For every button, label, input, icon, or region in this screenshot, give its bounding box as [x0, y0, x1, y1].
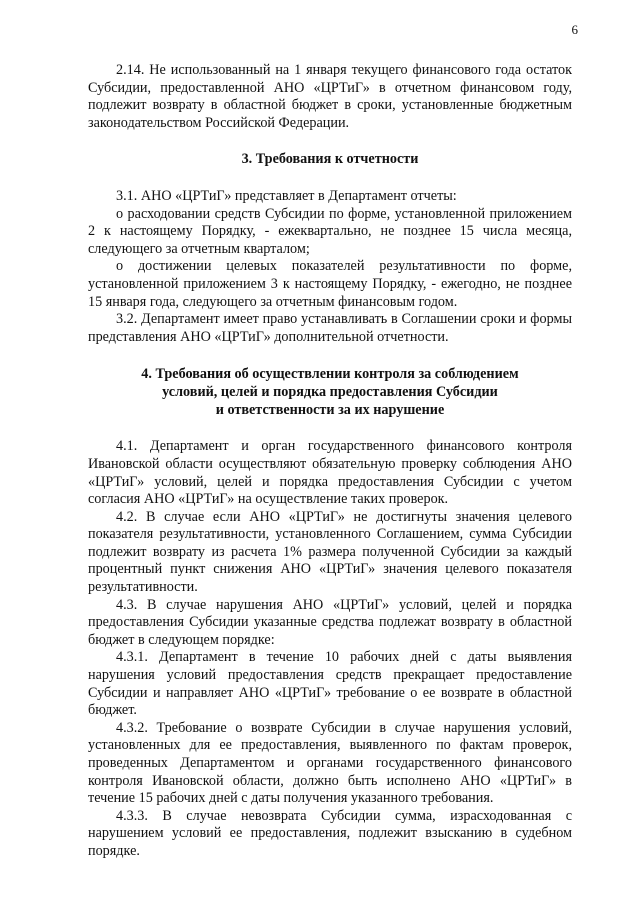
section-4-heading-line-2: условий, целей и порядка предоставления Субсидии — [162, 384, 498, 401]
paragraph-4-3-2: 4.3.2. Требование о возврате Субсидии в случае нарушения условий, установленных для ее предоставления, выявленного по фактам проверок, проведенных Департаментом и органами государственного финансового контроля Ивановской области, должно быть исполнено АНО «ЦРТиГ» в течение 15 рабочих дней с даты получения указанного требования. — [88, 719, 572, 807]
spacer — [88, 169, 572, 188]
document-body — [88, 62, 572, 861]
section-3-heading: 3. Требования к отчетности — [241, 151, 419, 168]
section-4-heading-line-1: 4. Требования об осуществлении контроля за соблюдением — [141, 366, 519, 383]
page-number: 6 — [571, 22, 578, 37]
paragraph-4-3-3: 4.3.3. В случае невозврата Субсидии сумма, израсходованная с нарушением условий ее предоставления, подлежит взысканию в судебном порядке. — [88, 807, 572, 859]
paragraph-3-1-expenditure: о расходовании средств Субсидии по форме, установленной приложением 2 к настоящему Порядку, - ежеквартально, не позднее 15 числа месяца, следующего за отчетным кварталом; — [88, 205, 572, 257]
spacer — [88, 346, 572, 365]
paragraph-4-3-1: 4.3.1. Департамент в течение 10 рабочих дней с даты выявления нарушения условий предоставления средств прекращает предоставление Субсидии и направляет АНО «ЦРТиГ» требование о ее возврате в областной бюджет. — [88, 649, 572, 719]
spacer — [88, 132, 572, 151]
paragraph-3-2: 3.2. Департамент имеет право устанавливать в Соглашении сроки и формы представления АНО «ЦРТиГ» дополнительной отчетности. — [88, 311, 572, 345]
paragraph-3-1: 3.1. АНО «ЦРТиГ» представляет в Департамент отчеты: — [116, 187, 457, 204]
paragraph-3-1-targets: о достижении целевых показателей результативности по форме, установленной приложением 3 к настоящему Порядку, - ежегодно, не позднее 15 января года, следующего за отчетным финансовым годом. — [88, 258, 572, 310]
spacer — [88, 419, 572, 438]
paragraph-4-1: 4.1. Департамент и орган государственного финансового контроля Ивановской области осуществляют обязательную проверку соблюдения АНО «ЦРТиГ» условий, целей и порядка предоставления Субсидии с учетом согласия АНО «ЦРТиГ» на осуществление таких проверок. — [88, 438, 572, 508]
section-4-heading-line-3: и ответственности за их нарушение — [215, 402, 445, 419]
paragraph-4-2: 4.2. В случае если АНО «ЦРТиГ» не достигнуты значения целевого показателя результативности, установленного Соглашением, сумма Субсидии подлежит возврату из расчета 1% размера полученной Субсидии за каждый процентный пункт снижения АНО «ЦРТиГ» значения целевого показателя результативности. — [88, 508, 572, 596]
paragraph-4-3: 4.3. В случае нарушения АНО «ЦРТиГ» условий, целей и порядка предоставления Субсидии указанные средства подлежат возврату в областной бюджет в следующем порядке: — [88, 596, 572, 648]
paragraph-2-14: 2.14. Не использованный на 1 января текущего финансового года остаток Субсидии, предоставленной АНО «ЦРТиГ» в отчетном финансовом году, подлежит возврату в областной бюджет в сроки, установленные бюджетным законодательством Российской Федерации. — [88, 62, 572, 131]
section-4-heading — [88, 365, 572, 419]
